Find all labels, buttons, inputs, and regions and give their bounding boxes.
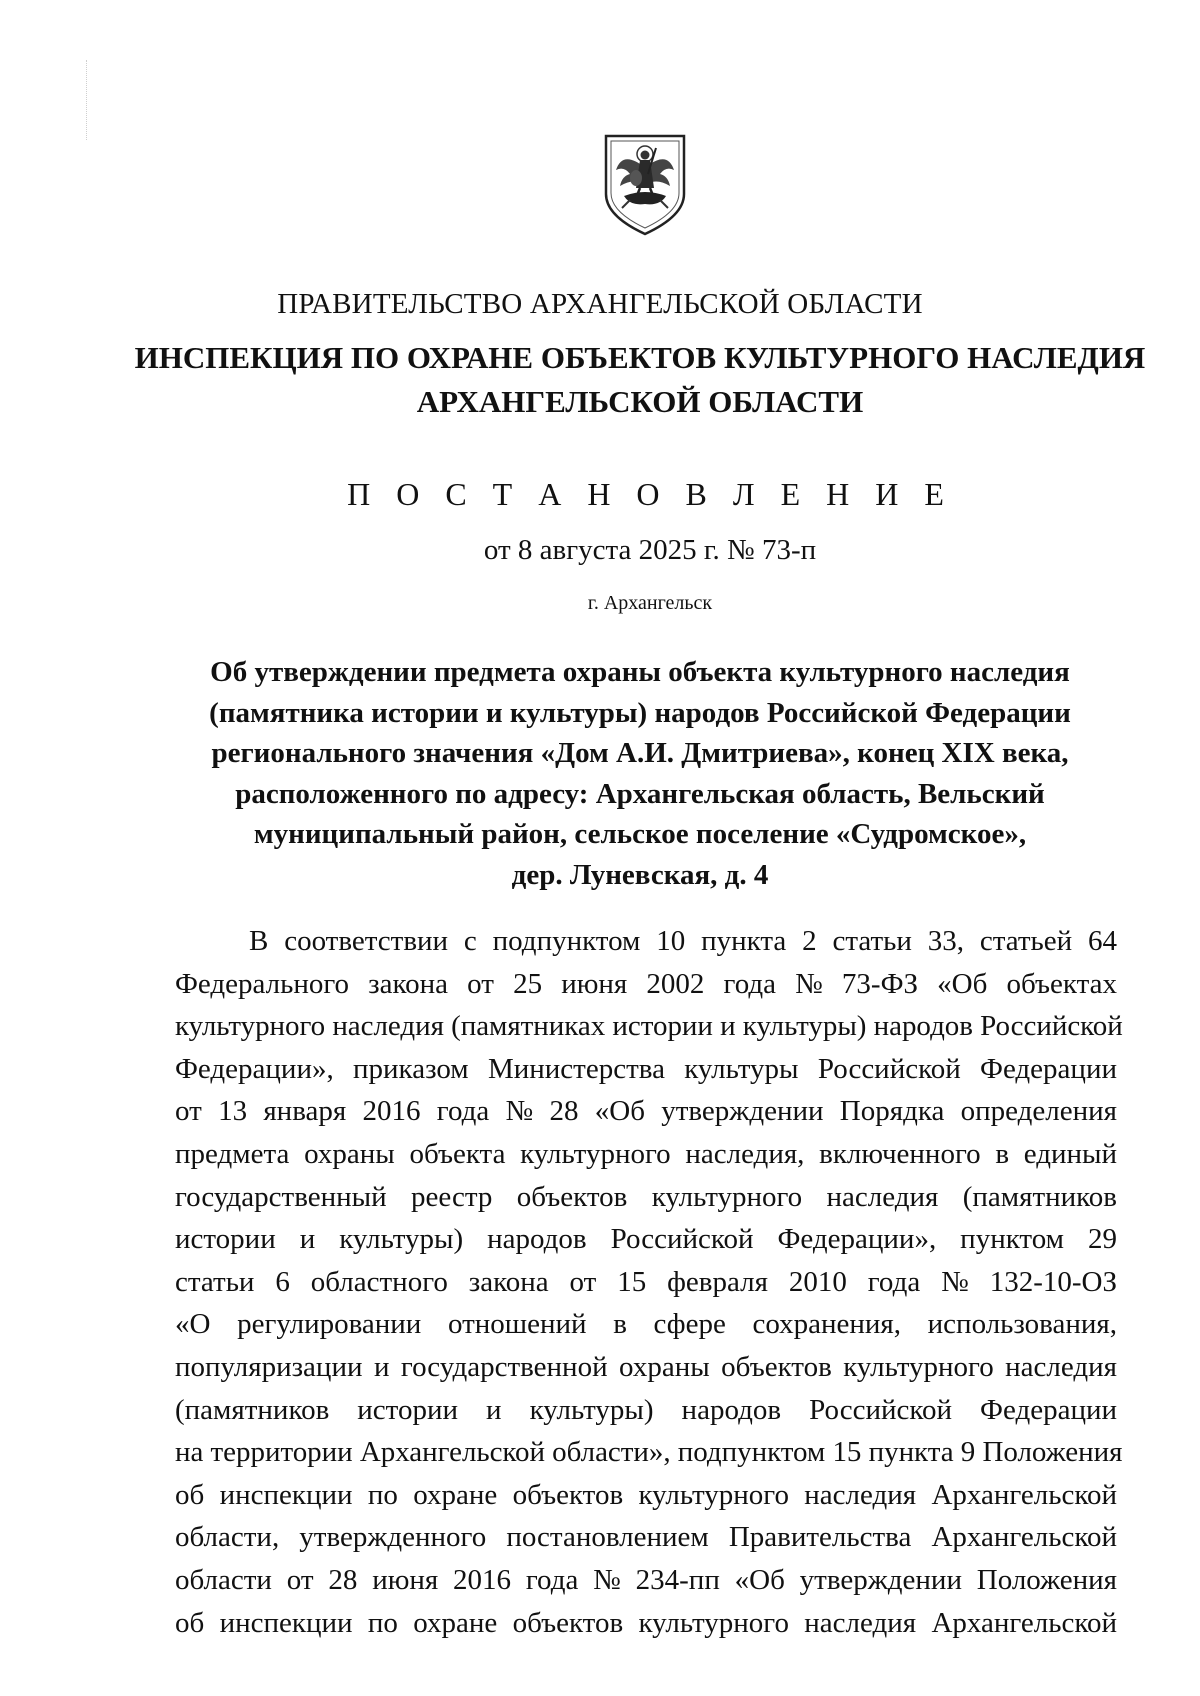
body-line: культурного наследия (памятниках истории и культуры) народов Российской	[175, 1010, 1123, 1043]
document-body	[175, 920, 1123, 1644]
body-line: предмета охраны объекта культурного наследия, включенного в единый	[175, 1137, 1117, 1170]
inspection-name-line: АРХАНГЕЛЬСКОЙ ОБЛАСТИ	[416, 384, 864, 419]
subject-line: (памятника истории и культуры) народов Российской Федерации	[209, 696, 1071, 729]
subject-line: регионального значения «Дом А.И. Дмитриева», конец XIX века,	[211, 737, 1069, 769]
government-name: ПРАВИТЕЛЬСТВО АРХАНГЕЛЬСКОЙ ОБЛАСТИ	[277, 288, 923, 320]
inspection-name-line: ИНСПЕКЦИЯ ПО ОХРАНЕ ОБЪЕКТОВ КУЛЬТУРНОГО НАСЛЕДИЯ	[134, 340, 1146, 375]
scan-margin-mark	[86, 60, 89, 140]
document-subject	[190, 652, 1090, 895]
subject-line: расположенного по адресу: Архангельская область, Вельский	[235, 777, 1045, 810]
inspection-name	[120, 336, 1160, 424]
subject-line: муниципальный район, сельское поселение «Судромское»,	[253, 818, 1027, 850]
body-line: (памятников истории и культуры) народов Российской Федерации	[175, 1393, 1117, 1426]
body-line: на территории Архангельской области», подпунктом 15 пункта 9 Положения	[175, 1436, 1123, 1469]
body-line: государственный реестр объектов культурного наследия (памятников	[175, 1180, 1117, 1213]
subject-line: дер. Луневская, д. 4	[511, 858, 769, 891]
body-line: об инспекции по охране объектов культурного наследия Архангельской	[175, 1478, 1117, 1511]
body-line: от 13 января 2016 года № 28 «Об утверждении Порядка определения	[175, 1095, 1117, 1128]
body-line: Федерации», приказом Министерства культуры Российской Федерации	[175, 1052, 1117, 1085]
body-line: области, утвержденного постановлением Правительства Архангельской	[175, 1521, 1117, 1554]
document-date-number: от 8 августа 2025 г. № 73-п	[483, 534, 817, 566]
body-line: статьи 6 областного закона от 15 февраля 2010 года № 132-10-ОЗ	[175, 1265, 1117, 1298]
subject-line: Об утверждении предмета охраны объекта культурного наследия	[210, 656, 1070, 688]
body-line: популяризации и государственной охраны объектов культурного наследия	[175, 1350, 1117, 1383]
coat-of-arms-icon	[600, 130, 690, 240]
body-line: области от 28 июня 2016 года № 234-пп «Об утверждении Положения	[175, 1563, 1117, 1596]
body-line: Федерального закона от 25 июня 2002 года № 73-ФЗ «Об объектах	[175, 967, 1117, 1000]
document-type: П О С Т А Н О В Л Е Н И Е	[347, 476, 953, 512]
body-line: истории и культуры) народов Российской Федерации», пунктом 29	[175, 1223, 1117, 1256]
body-line: об инспекции по охране объектов культурного наследия Архангельской	[175, 1606, 1117, 1639]
body-line: В соответствии с подпунктом 10 пункта 2 статьи 33, статьей 64	[249, 925, 1117, 957]
body-line: «О регулировании отношений в сфере сохранения, использования,	[175, 1308, 1117, 1341]
document-city: г. Архангельск	[587, 592, 713, 614]
